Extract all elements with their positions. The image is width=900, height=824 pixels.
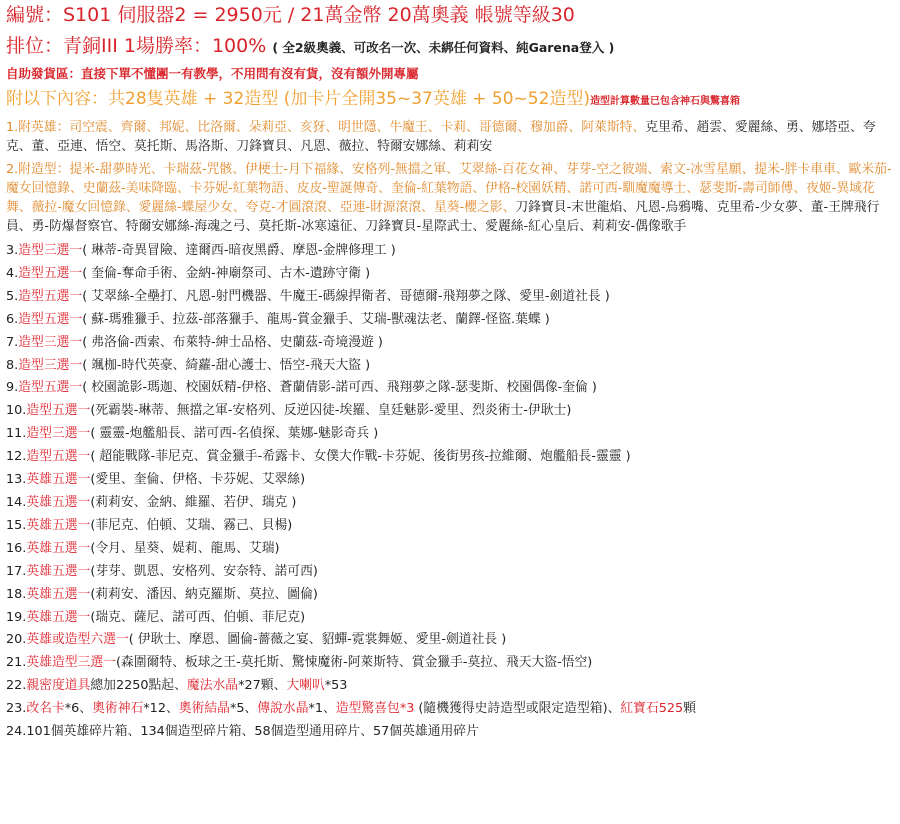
heroes-orange-text: 司空震、齊爾、邦妮、比洛爾、朵莉亞、亥犽、明世隱、牛魔王、卡莉、哥德爾、穆加爵、阿萊斯特、: [69, 120, 646, 135]
self-delivery-notice: 自助發貨區：直接下單不懂團一有教學，不用問有沒有貨，沒有額外開專屬: [6, 66, 419, 81]
choice-item: [6, 286, 894, 309]
choice-item-num: 7.: [6, 334, 19, 350]
arcane-crystal-count: *5、: [229, 701, 258, 717]
choice-item-num: 16.: [6, 540, 27, 556]
choice-item: [6, 332, 894, 355]
loudspeaker: 大喇叭: [286, 678, 325, 694]
legend-crystal: 傳說水晶: [257, 701, 309, 717]
choice-items: [6, 240, 894, 675]
choice-item-num: 15.: [6, 517, 27, 533]
choice-item-options: (菲尼克、伯頓、艾瑞、霧己、貝楊): [90, 517, 293, 533]
choice-item: [6, 629, 894, 652]
choice-item: [6, 423, 894, 446]
contents-summary-text: 附以下內容：共28隻英雄 + 32造型 (加卡片全開35~37英雄 + 50~52造型): [6, 89, 591, 109]
magic-crystal-count: *27顆、: [238, 678, 287, 694]
choice-item: [6, 561, 894, 584]
choice-item: [6, 355, 894, 378]
choice-item-num: 12.: [6, 449, 27, 465]
contents-summary-note: 造型計算數量已包含神石與驚喜箱: [590, 96, 741, 107]
arcane-stone: 奧術神石: [92, 701, 144, 717]
skins-list: [6, 160, 894, 236]
account-notes: ( 全2級奧義、可改名一次、未綁任何資料、純Garena登入 ): [272, 40, 615, 55]
rename-card-count: *6、: [64, 701, 93, 717]
choice-item-options: (令月、星葵、媞莉、龍馬、艾瑞): [90, 540, 280, 556]
choice-item-tag: 造型五選一: [18, 265, 83, 281]
choice-item: [6, 240, 894, 263]
choice-item-options: (芽芽、凱恩、安格列、安奈特、諾可西): [90, 563, 318, 579]
choice-item-tag: 英雄造型三選一: [26, 655, 116, 671]
choice-item-tag: 英雄五選一: [26, 540, 91, 556]
heroes-list: [6, 118, 894, 156]
choice-item: [6, 492, 894, 515]
choice-item-options: ( 颯枷-時代英豪、綺蘿-甜心護士、悟空-飛天大盜 ): [82, 357, 371, 373]
heroes-label: 1.附英雄：: [6, 120, 70, 135]
choice-item-tag: 英雄五選一: [26, 563, 91, 579]
choice-item-tag: 造型三選一: [18, 357, 83, 373]
rubies: 紅寶石525: [620, 701, 684, 717]
arcane-crystal: 奧術結晶: [178, 701, 230, 717]
surprise-pack-note: (隨機獲得史詩造型或限定造型箱)、: [414, 701, 621, 717]
choice-item-num: 5.: [6, 288, 19, 304]
choice-item-tag: 英雄五選一: [26, 609, 91, 625]
choice-item-options: ( 超能戰隊-菲尼克、賞金獵手-希露卡、女僕大作戰-卡芬妮、後街男孩-拉維爾、炮艦船長-靈靈 ): [90, 449, 631, 465]
choice-item: [6, 515, 894, 538]
skins-dark-text: 刀鋒寶貝-末世龍焰、凡恩-烏鴉嘴、克里希-少女夢、董-王牌飛行員、勇-防爆督察官、特爾安娜絲-海魂之弓、莫托斯-冰寒遠征、刀鋒寶貝-星際武士、愛麗絲-紅心皇后、莉莉安-偶像歌手: [6, 200, 880, 234]
choice-item: [6, 400, 894, 423]
choice-item-tag: 造型五選一: [18, 380, 83, 396]
choice-item-options: (瑞克、薩尼、諾可西、伯頓、菲尼克): [90, 609, 306, 625]
contents-summary: [6, 85, 894, 116]
item-22: [6, 675, 894, 698]
intimacy-items: 親密度道具: [26, 678, 91, 694]
choice-item-options: ( 蘇-瑪雅獵手、拉茲-部落獵手、龍馬-賞金獵手、艾瑞-獸魂法老、蘭鐸-怪盜.葉蝶 ): [82, 311, 550, 327]
rank-text: 排位：青銅III 1場勝率：100%: [6, 35, 267, 57]
choice-item-tag: 造型三選一: [18, 243, 83, 258]
choice-item: [6, 263, 894, 286]
loudspeaker-count: *53: [324, 678, 348, 694]
choice-item-num: 18.: [6, 586, 27, 602]
item-22-num: 22.: [6, 678, 27, 694]
rename-card: 改名卡: [26, 701, 65, 717]
choice-item-num: 8.: [6, 357, 19, 373]
choice-item-tag: 英雄五選一: [26, 586, 91, 602]
choice-item-options: (森圍爾特、板球之王-莫托斯、驚悚魔術-阿萊斯特、賞金獵手-莫拉、飛天大盜-悟空): [115, 655, 593, 671]
choice-item-num: 21.: [6, 655, 27, 671]
choice-item-options: (愛里、奎倫、伊格、卡芬妮、艾翠絲): [90, 472, 306, 488]
arcane-stone-count: *12、: [143, 701, 179, 717]
choice-item-options: (莉莉安、潘因、納克羅斯、莫拉、圖倫): [90, 586, 318, 602]
choice-item-options: ( 琳蒂-奇異冒險、達爾西-暗夜黑爵、摩恩-金牌修理工 ): [82, 243, 396, 258]
skins-orange-text: 提米-甜夢時光、卡瑞茲-咒骸、伊梗士-月下福緣、安格列-無擋之軍、艾翠絲-百花女神、芽芽-空之彼端、索文-冰雪星願、提米-胖卡車車、歐米茄-魔女回憶錄、史蘭茲-美味降臨、卡芬妮-紅葉物語、皮皮-聖誕傳奇、奎倫-紅葉物語、伊格-校園妖精、諾可西-馴魔魔導士、瑟斐斯-壽司師傅、夜姬-異域花舞、薇拉-魔女回憶錄、愛麗絲-蝶屋少女、夸克-才圓滾滾、亞連-財源滾滾、星葵-櫻之影、: [6, 162, 892, 215]
choice-item-tag: 造型三選一: [18, 334, 83, 350]
heroes-dark-text: 克里希、趙雲、愛麗絲、勇、娜塔亞、夸克、董、亞連、悟空、莫托斯、馬洛斯、刀鋒寶貝、凡恩、薇拉、特爾安娜絲、莉莉安: [6, 120, 876, 154]
choice-item-tag: 英雄五選一: [26, 472, 91, 488]
choice-item-tag: 造型五選一: [18, 288, 83, 304]
choice-item-tag: 造型五選一: [18, 311, 83, 327]
choice-item-num: 14.: [6, 494, 27, 510]
choice-item: [6, 309, 894, 332]
choice-item-num: 17.: [6, 563, 27, 579]
choice-item-options: (死霸裝-琳蒂、無擋之軍-安格列、反逆囚徒-埃羅、皇廷魅影-愛里、烈炎術士-伊耿士): [90, 403, 572, 419]
listing-title: 編號：S101 伺服器2 = 2950元 / 21萬金幣 20萬奧義 帳號等級30: [6, 4, 575, 26]
legend-crystal-count: *1、: [308, 701, 336, 717]
choice-item-options: ( 艾翠絲-全壘打、凡恩-射門機器、牛魔王-碼線捍衛者、哥德爾-飛翔夢之隊、愛里-劍道社長 ): [82, 288, 610, 304]
rank-line: [6, 31, 894, 63]
choice-item-tag: 造型五選一: [26, 449, 91, 465]
choice-item-tag: 英雄五選一: [26, 517, 91, 533]
choice-item-options: ( 校園詭影-瑪迦、校園妖精-伊格、蒼蘭倩影-諾可西、飛翔夢之隊-瑟斐斯、校園偶像-奎倫 ): [82, 380, 597, 396]
choice-item: [6, 377, 894, 400]
choice-item: [6, 469, 894, 492]
choice-item: [6, 538, 894, 561]
choice-item-options: ( 靈靈-炮艦船長、諾可西-名偵探、葉娜-魅影奇兵 ): [90, 426, 379, 442]
choice-item-num: 6.: [6, 311, 19, 327]
choice-item-tag: 造型五選一: [26, 403, 91, 419]
choice-item-num: 11.: [6, 426, 27, 442]
skins-label: 2.附造型：: [6, 162, 70, 177]
magic-crystal: 魔法水晶: [186, 678, 239, 694]
choice-item: [6, 652, 894, 675]
choice-item-num: 20.: [6, 632, 27, 648]
choice-item: [6, 607, 894, 630]
intimacy-points: 總加2250點起、: [90, 678, 187, 694]
item-23: [6, 698, 894, 721]
choice-item-tag: 英雄或造型六選一: [26, 632, 129, 648]
choice-item-options: ( 伊耿士、摩恩、圖倫-薔薇之宴、貂蟬-霓裳舞姬、愛里-劍道社長 ): [128, 632, 507, 648]
choice-item-num: 9.: [6, 380, 19, 396]
choice-item-tag: 英雄五選一: [26, 494, 91, 510]
choice-item-options: (莉莉安、金納、維羅、若伊、瑞克 ): [90, 494, 297, 510]
item-23-num: 23.: [6, 701, 27, 717]
choice-item-num: 13.: [6, 472, 27, 488]
skin-surprise-pack: 造型驚喜包*3: [335, 701, 415, 717]
choice-item: [6, 446, 894, 469]
rubies-unit: 顆: [683, 701, 696, 717]
choice-item-tag: 造型三選一: [26, 426, 91, 442]
choice-item: [6, 584, 894, 607]
choice-item-num: 10.: [6, 403, 27, 419]
choice-item-num: 3.: [6, 243, 19, 258]
choice-item-options: ( 奎倫-奪命手術、金納-神廟祭司、古木-遺跡守衛 ): [82, 265, 371, 281]
choice-item-num: 19.: [6, 609, 27, 625]
choice-item-options: ( 弗洛倫-西索、布萊特-紳士品格、史蘭茲-奇境漫遊 ): [82, 334, 383, 350]
item-24: 24.101個英雄碎片箱、134個造型碎片箱、58個造型通用碎片、57個英雄通用碎片: [6, 724, 479, 740]
choice-item-num: 4.: [6, 265, 19, 281]
